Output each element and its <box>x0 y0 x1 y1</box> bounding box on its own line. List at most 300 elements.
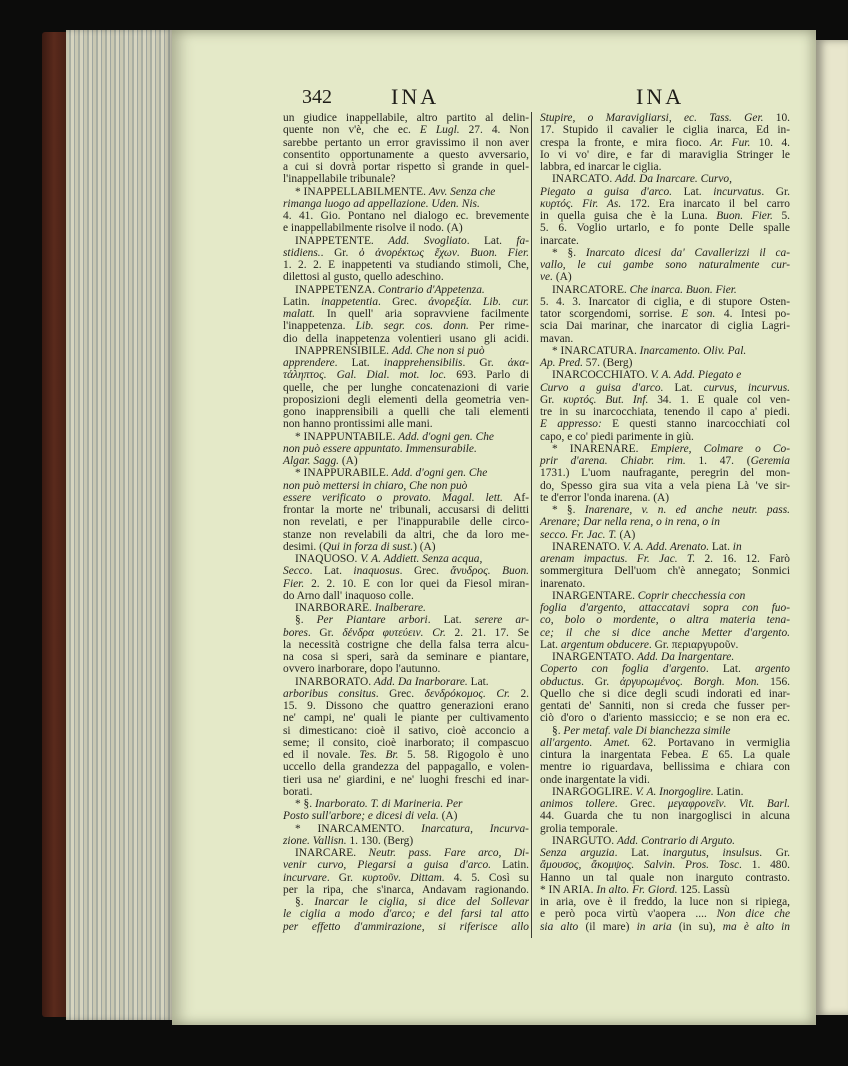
text-line <box>283 578 529 590</box>
roman-text: INARCATORE. <box>552 283 630 296</box>
text-line <box>283 541 529 553</box>
roman-text: l'inappellabile tribunale? <box>283 173 396 186</box>
text-line <box>540 333 790 345</box>
italic-text: Add. Da Inarborare. <box>373 675 468 688</box>
text-line <box>540 112 790 124</box>
text-line <box>283 590 529 602</box>
italic-text: ἄμουσος, ἄκομψος. Salvin. Pros. Tosc. <box>540 859 743 872</box>
roman-text: . Lat. <box>427 614 475 627</box>
text-line <box>283 614 529 626</box>
roman-text: Latin. <box>283 295 322 308</box>
page-edges <box>66 30 174 1020</box>
facing-page-edge <box>816 40 848 1015</box>
roman-text: 1. 480. <box>742 859 790 872</box>
roman-text: un giudice inappellabile, altro partito al delin- <box>283 112 529 124</box>
roman-text: 34. 1. E quale col ven- <box>648 393 790 406</box>
page-number: 342 <box>302 86 332 108</box>
roman-text: Hanno un tal quale non inarguto contrasto. <box>540 871 790 884</box>
italic-text: Inarcato dicesi da' Cavallerizzi il ca- <box>585 246 791 259</box>
text-line <box>283 553 529 565</box>
italic-text: obductus <box>540 675 582 688</box>
italic-text: in aria <box>636 920 672 933</box>
roman-text: . Lat. <box>466 234 517 247</box>
roman-text: Latin. <box>491 859 530 872</box>
roman-text: uccello della grandezza del pappagallo, e volen- <box>283 761 529 774</box>
text-line <box>283 173 529 185</box>
text-line <box>283 455 529 467</box>
italic-text: incurvatus <box>713 185 762 198</box>
roman-text: capo, e co' piedi parimente in giù. <box>540 430 694 443</box>
italic-text: ὁ ἀνορέκτως ἔχων. Buon. Fier. <box>358 246 530 259</box>
italic-text: δένδρα φυτεύειν. Cr. <box>342 626 446 639</box>
text-line <box>540 124 790 136</box>
roman-text: Io vi vo' dire, e far di maraviglia Stringer le <box>540 148 790 161</box>
text-line <box>283 418 529 430</box>
text-line <box>283 786 529 798</box>
roman-text: . Lat. <box>614 847 663 859</box>
roman-text: * IN ARIA. <box>540 883 597 896</box>
text-line <box>283 369 529 381</box>
roman-text: . Gr. <box>462 357 508 369</box>
roman-text: * INARENARE. <box>552 442 651 455</box>
italic-text: Coperto con foglia d'argento <box>540 663 706 676</box>
roman-text: * INAPPELLABILMENTE. <box>295 185 429 198</box>
text-line <box>540 921 790 933</box>
text-line <box>540 872 790 884</box>
roman-text: Gr. <box>540 393 564 406</box>
roman-text: si dimesticano: cioè il sativo, cioè acconcio a <box>283 724 529 737</box>
roman-text: sarebbe pertanto un error gravissimo il non aver <box>283 136 529 149</box>
text-line <box>283 516 529 528</box>
roman-text: (A) <box>438 810 458 823</box>
italic-text: incurvare <box>283 871 327 884</box>
text-line <box>283 651 529 663</box>
italic-text: Qui in forza di sust. <box>322 540 414 553</box>
roman-text: * INAPPURABILE. <box>295 467 392 480</box>
roman-text: ciò d'oro o d'ariento massiccio; e se non era ec. <box>540 712 790 725</box>
text-line <box>283 761 529 773</box>
text-line <box>540 737 790 749</box>
italic-text: sia alto <box>540 920 579 933</box>
roman-text: E questi stanno inarcocchiati col <box>601 418 790 431</box>
running-head-left: INA <box>391 84 440 109</box>
italic-text: Neutr. pass. Fare arco, Di- <box>368 847 530 859</box>
italic-text: Add. Contrario di Arguto. <box>616 834 736 847</box>
roman-text: . Gr. <box>761 185 790 198</box>
roman-text: 4. 41. Gio. Pontano nel dialogo ec. brevemente <box>283 210 529 222</box>
text-line <box>283 210 529 222</box>
roman-text: * §. <box>552 246 586 259</box>
roman-text: INARBORATO. <box>295 675 374 688</box>
italic-text: Posto sull'arbore; e dicesi di vela. <box>283 810 439 823</box>
text-line <box>540 823 790 835</box>
italic-text: Inarborato. T. di Marineria. Per <box>314 798 463 810</box>
italic-text: per effetto d'ammirazione, si riferisce allo <box>283 920 529 933</box>
roman-text: tre in su inarcocchiata, tenendo il capo a' piedi. <box>540 406 790 418</box>
text-line <box>283 639 529 651</box>
roman-text: . Grec. <box>378 295 429 308</box>
italic-text: Stupire, o Maravigliarsi, ec. Tass. Ger. <box>540 112 764 124</box>
text-line <box>540 504 790 516</box>
roman-text: mentre io riguardava, bellissima e chiara con <box>540 761 790 774</box>
italic-text: argento <box>754 663 790 676</box>
italic-text: μεγαφρονεῖν. Vit. Barl. <box>667 798 790 810</box>
roman-text: * INARCAMENTO. <box>295 822 422 835</box>
text-line <box>540 749 790 761</box>
text-line <box>540 320 790 332</box>
italic-text: le ciglia a modo d'arco; e del farsi tal atto <box>283 908 529 921</box>
roman-text: (A) <box>552 271 572 284</box>
italic-text: arboribus consitus <box>283 687 376 700</box>
roman-text: ) (A) <box>413 540 436 553</box>
italic-text: κυρτοῦν. Dittam. <box>362 871 445 884</box>
roman-text: INARGUTO. <box>552 834 617 847</box>
roman-text: INARBORARE. <box>295 602 375 614</box>
roman-text: ed il novale. <box>283 749 360 761</box>
italic-text: serere ar- <box>474 614 530 627</box>
italic-text: Inarcamento. Oliv. Pal. <box>639 344 747 357</box>
roman-text: 10. <box>763 112 790 124</box>
italic-text: all'argento. Amet. <box>540 736 631 749</box>
italic-text: inaquosus <box>353 565 400 578</box>
text-line <box>283 565 529 577</box>
italic-text: ἀκα- <box>507 357 529 369</box>
text-line <box>540 578 790 590</box>
italic-text: Tes. Br. <box>359 749 399 761</box>
roman-text: 2. 2. 10. E con lor quei da Fiesol miran- <box>304 577 529 590</box>
italic-text: Arenare; Dar nella rena, o in rena, o in <box>540 516 720 529</box>
roman-text: do, Spesso gira sua vita a vela piena Là 've sir- <box>540 479 790 492</box>
roman-text: 125. Lassù <box>677 883 730 896</box>
roman-text: ovvero inarborare, dopo l'autunno. <box>283 663 441 676</box>
italic-text: ma è alto in <box>722 920 790 933</box>
roman-text: gono inapprensibili a quelli che tali elementi <box>283 406 529 418</box>
roman-text: INARGENTATO. <box>552 651 637 663</box>
italic-text: Add. d'ogni gen. Che <box>391 467 488 480</box>
italic-text: prir d'arena. Chiabr. rim. <box>540 455 686 467</box>
roman-text: 4. 5. Così su <box>444 871 530 884</box>
italic-text: Lib. segr. cos. donn. <box>355 320 469 333</box>
text-line <box>540 296 790 308</box>
italic-text: co, bolo o mordente, o altra materia tena- <box>540 614 790 627</box>
italic-text: inapprehensibilis <box>383 357 463 369</box>
running-head-right: INA <box>636 84 685 109</box>
roman-text: 1. 130. (Berg) <box>346 834 414 847</box>
text-column-left <box>283 112 529 933</box>
text-line <box>540 308 790 320</box>
text-line <box>540 908 790 920</box>
text-line <box>283 884 529 896</box>
italic-text: rimanga luogo ad appellazione. Uden. Nis. <box>283 197 480 210</box>
text-line <box>283 467 529 479</box>
roman-text: seme; il consito, cioè inarborato; il compascuo <box>283 736 529 749</box>
roman-text: . Lat. <box>334 357 384 369</box>
italic-text: Add. Svogliato <box>388 234 467 247</box>
text-line <box>540 186 790 198</box>
text-line <box>540 602 790 614</box>
text-line <box>540 369 790 381</box>
text-line <box>283 504 529 516</box>
text-line <box>283 149 529 161</box>
text-line <box>540 173 790 185</box>
text-line <box>283 774 529 786</box>
roman-text: 2. 16. 12. Farò <box>695 553 791 565</box>
roman-text: desimi. ( <box>283 540 323 553</box>
roman-text: . Grec. <box>614 798 668 810</box>
text-line <box>540 700 790 712</box>
text-line <box>283 333 529 345</box>
roman-text: INARGOGLIRE. <box>552 785 636 798</box>
text-line <box>283 198 529 210</box>
text-line <box>283 859 529 871</box>
roman-text: do Arno dall' inaquoso colle. <box>283 589 414 602</box>
text-line <box>540 565 790 577</box>
roman-text: . Gr. περιαργυροῦν. <box>648 638 739 651</box>
text-line <box>540 688 790 700</box>
text-line <box>283 320 529 332</box>
italic-text: E Lugl. <box>419 124 460 137</box>
column-divider <box>531 112 532 938</box>
italic-text: δενδρόκομος. Cr. <box>424 687 510 700</box>
text-line <box>540 161 790 173</box>
roman-text: 5. 4. 3. Inarcator di ciglia, e di stupore Osten- <box>540 295 790 308</box>
roman-text: Lat. <box>709 540 733 553</box>
text-line <box>283 688 529 700</box>
roman-text: ne' campi, ne' quali le piante per cultivamento <box>283 712 529 725</box>
text-line <box>283 480 529 492</box>
text-line <box>283 382 529 394</box>
roman-text: 4. Intesi po- <box>715 308 790 320</box>
text-line <box>540 627 790 639</box>
roman-text: INAPPETENZA. <box>295 283 378 296</box>
text-line <box>283 112 529 124</box>
text-line <box>283 529 529 541</box>
roman-text: . Lat. <box>705 663 755 676</box>
italic-text: ἀργυρωμένος. Borgh. Mon. <box>619 675 760 688</box>
italic-text: Empiere, Colmare o Co- <box>650 442 790 455</box>
italic-text: vallo, le cui gambe sono naturalmente cur- <box>540 259 790 271</box>
italic-text: Buon. Fier. <box>716 210 773 222</box>
roman-text: . Lat. <box>309 565 354 578</box>
italic-text: inappetentia <box>321 295 379 308</box>
roman-text: 44. Guarda che tu non inargoglisci in alcuna <box>540 810 790 823</box>
roman-text: INARCOCCHIATO. <box>552 369 651 382</box>
italic-text: ἀνορεξία. Lib. cur. <box>428 295 529 308</box>
roman-text: Lat. <box>663 381 704 394</box>
roman-text: 1. 2. 2. E inappetenti va studiando stimoli, Che, <box>283 259 529 271</box>
roman-text: onde inargentate la vidi. <box>540 773 650 786</box>
text-line <box>283 345 529 357</box>
italic-text: apprendere <box>283 357 335 369</box>
italic-text: E <box>701 749 709 761</box>
roman-text: 156. <box>759 675 791 688</box>
italic-text: Senza arguzia <box>540 847 615 859</box>
roman-text: . Gr. <box>307 626 343 639</box>
roman-text: inarcate. <box>540 234 579 247</box>
italic-text: Inarcar le ciglia, si dice del Sollevar <box>314 896 530 908</box>
text-line <box>540 884 790 896</box>
text-line <box>540 467 790 479</box>
roman-text: gentati de' Sanniti, non si creda che fusser per- <box>540 700 790 712</box>
roman-text: Af- <box>502 491 530 504</box>
roman-text: Latin. <box>713 785 744 798</box>
roman-text: 5. 6. Voglio urtarlo, e fo ponte Delle spalle <box>540 222 790 235</box>
roman-text: proposizioni degli elementi della geometria ven- <box>283 393 529 406</box>
italic-text: Piegato a guisa d'arco. <box>540 185 673 198</box>
italic-text: in <box>732 540 742 553</box>
italic-text: foglia d'argento, attaccatavi sopra con fuo- <box>540 602 790 614</box>
italic-text: essere verificato o provato. Magal. lett. <box>283 491 503 504</box>
text-line <box>540 847 790 859</box>
roman-text: non hanno prontissimi alle mani. <box>283 418 433 431</box>
roman-text: 15. 9. Dissono che quattro generazioni erano <box>283 700 529 712</box>
italic-text: venir curvo, Piegarsi a guisa d'arco. <box>283 859 492 872</box>
text-line <box>283 431 529 443</box>
roman-text: in aria, ove è il freddo, la luce non si ripiega, <box>540 896 790 908</box>
text-line <box>540 810 790 822</box>
roman-text: 2. <box>509 687 530 700</box>
roman-text: . Gr. <box>320 246 359 259</box>
italic-text: V. A. Inorgoglire. <box>635 785 714 798</box>
text-line <box>283 810 529 822</box>
text-line <box>283 492 529 504</box>
italic-text: fa- <box>516 234 529 247</box>
text-line <box>540 235 790 247</box>
text-line <box>283 663 529 675</box>
roman-text: §. <box>295 896 315 908</box>
roman-text: * §. <box>295 798 315 810</box>
roman-text: dilettosi al gusto, quello adeschino. <box>283 271 444 284</box>
roman-text: Quello che si dice degli scudi indorati ed inar- <box>540 687 790 700</box>
text-line <box>540 774 790 786</box>
roman-text: INAPPRENSIBILE. <box>295 344 392 357</box>
italic-text: Add. Che non si può <box>391 344 485 357</box>
text-line <box>283 908 529 920</box>
text-line <box>283 725 529 737</box>
text-line <box>540 137 790 149</box>
italic-text: Add. d'ogni gen. Che <box>398 430 494 443</box>
roman-text: a cui si dovrà portar rispetto sì grande in quel- <box>283 161 529 173</box>
roman-text: labbra, ed inarcar le ciglia. <box>540 161 662 173</box>
roman-text: e inappellabilmente risolve il nodo. (A) <box>283 222 463 235</box>
roman-text: e però poca virtù v'aopera .... <box>540 908 717 921</box>
italic-text: arenam impactus. Fr. Jac. T. <box>540 553 696 565</box>
italic-text: κυρτός. But. Inf. <box>563 393 649 406</box>
text-line <box>283 271 529 283</box>
italic-text: non può mettersi in chiaro, Che non può <box>283 479 468 492</box>
text-line <box>283 602 529 614</box>
text-line <box>283 308 529 320</box>
italic-text: V. A. Addiett. Senza acqua, <box>360 553 483 565</box>
roman-text: la necessità costrigne che della falsa terra alcu- <box>283 638 529 651</box>
italic-text: V. A. Add. Arenato. <box>622 540 710 553</box>
italic-text: Inarenare, v. n. ed anche neutr. pass. <box>584 504 790 516</box>
text-line <box>283 921 529 933</box>
italic-text: curvus, incurvus. <box>703 381 790 394</box>
italic-text: Ap. Pred. <box>540 357 583 369</box>
text-line <box>283 222 529 234</box>
text-line <box>540 786 790 798</box>
roman-text: §. <box>552 724 564 737</box>
text-line <box>540 553 790 565</box>
text-line <box>540 663 790 675</box>
roman-text: 5. <box>772 210 791 222</box>
text-line <box>283 235 529 247</box>
text-line <box>283 443 529 455</box>
roman-text: (A) <box>339 455 358 467</box>
roman-text: 27. 4. Non <box>459 124 529 137</box>
roman-text: . Grec. <box>375 687 425 700</box>
text-line <box>283 737 529 749</box>
roman-text: 172. Era inarcato il bel carro <box>621 197 790 210</box>
italic-text: Inalberare. <box>374 602 426 614</box>
roman-text: 65. La quale <box>708 749 790 761</box>
italic-text: malatt. <box>283 308 315 320</box>
text-column-right <box>540 112 790 933</box>
roman-text: in quella guisa che è la Luna. <box>540 210 717 222</box>
italic-text: V. A. Add. Piegato e <box>650 369 742 382</box>
italic-text: Curvo a guisa d'arco. <box>540 381 664 394</box>
italic-text: stidiens. <box>283 246 321 259</box>
roman-text: In quell' aria sopravviene facilmente <box>314 308 529 320</box>
roman-text: INARENATO. <box>552 540 623 553</box>
italic-text: animos tollere <box>540 798 615 810</box>
text-line <box>540 712 790 724</box>
text-line <box>540 492 790 504</box>
text-line <box>540 529 790 541</box>
roman-text: mavan. <box>540 332 574 345</box>
text-line <box>540 676 790 688</box>
italic-text: τάληπτος. Gal. Dial. mot. loc. <box>283 369 447 382</box>
text-line <box>540 651 790 663</box>
roman-text: Lat. <box>672 185 714 198</box>
text-line <box>540 455 790 467</box>
italic-text: E son. <box>681 308 716 320</box>
roman-text: Lat. <box>467 675 489 688</box>
roman-text: tator scorgendomi, sorrise. <box>540 308 682 320</box>
roman-text: dio della inappetenza volentieri usano gli acidi. <box>283 332 529 345</box>
roman-text: . Gr. <box>581 675 620 688</box>
roman-text: borati. <box>283 785 313 798</box>
text-line <box>540 345 790 357</box>
text-line <box>540 198 790 210</box>
text-line <box>283 137 529 149</box>
roman-text: consentito opportunamente a questo avversario, <box>283 148 529 161</box>
text-line <box>540 480 790 492</box>
roman-text: INAQUOSO. <box>295 553 361 565</box>
text-line <box>283 296 529 308</box>
roman-text: INARGENTARE. <box>552 589 638 602</box>
roman-text: quente non v'è, che ec. <box>283 124 420 137</box>
italic-text: κυρτός. Fir. As. <box>540 197 622 210</box>
italic-text: inargutus, insulsus <box>662 847 760 859</box>
roman-text: Lat. <box>540 638 561 651</box>
text-line <box>540 418 790 430</box>
italic-text: Per Piantare arbori <box>316 614 428 627</box>
text-line <box>540 516 790 528</box>
roman-text: cintura la inargentata Febea. <box>540 749 702 761</box>
text-line <box>540 443 790 455</box>
text-line <box>540 406 790 418</box>
text-line <box>283 259 529 271</box>
roman-text: * INARCATURA. <box>552 344 640 357</box>
text-line <box>540 259 790 271</box>
text-line <box>283 284 529 296</box>
roman-text: inarenato. <box>540 577 586 590</box>
text-line <box>283 896 529 908</box>
roman-text: quelle, che per lunghe concatenazioni di varie <box>283 381 529 394</box>
italic-text: Non dice che <box>716 908 790 921</box>
